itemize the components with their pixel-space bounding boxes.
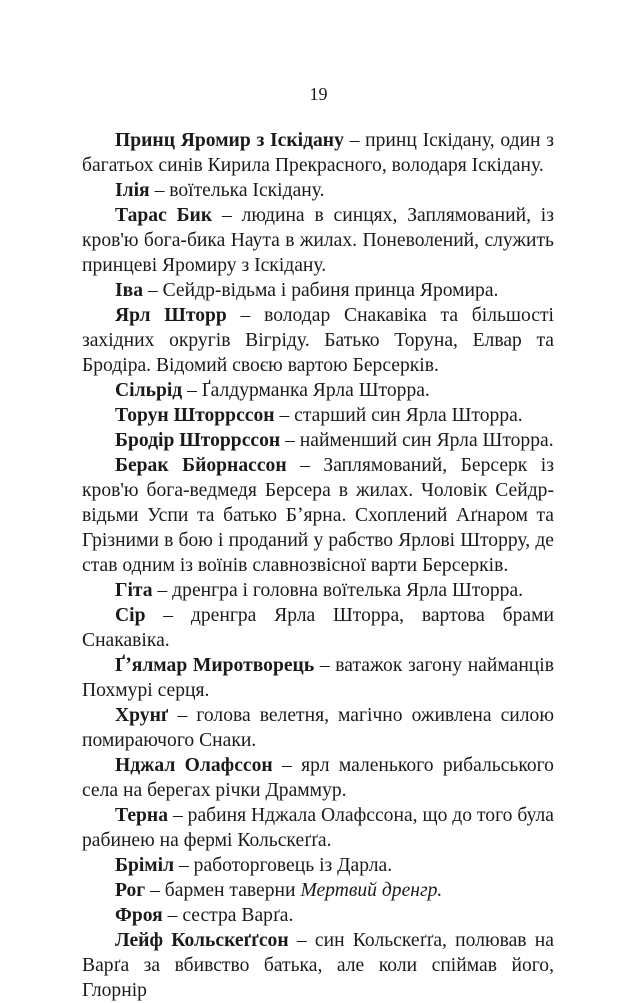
character-entry (82, 203, 554, 278)
character-description: – найменший син Ярла Шторра. (280, 430, 554, 451)
character-list (82, 128, 554, 1003)
character-entry (82, 703, 554, 753)
character-name: Ілія (115, 180, 150, 201)
character-name: Бродір Шторрссон (115, 430, 281, 451)
character-entry (82, 653, 554, 703)
character-description: – володар Снакавіка та більшості західних округів Вігріду. Батько Торуна, Елвар та Бродіра. Відомий своєю вартою Берсерків. (82, 305, 554, 376)
character-description: – работорговець із Дарла. (174, 855, 393, 876)
character-entry (82, 128, 554, 178)
character-description: – принц Іскідану, один з багатьох синів Кирила Прекрасного, володаря Іскідану. (82, 130, 554, 176)
character-name: Торун Шторрссон (115, 405, 275, 426)
character-entry (82, 303, 554, 378)
character-entry (82, 278, 554, 303)
page-number: 19 (309, 84, 328, 104)
character-entry (82, 403, 554, 428)
character-description: – ярл маленького рибальського села на берегах річки Драммур. (82, 755, 554, 801)
character-entry (82, 853, 554, 878)
character-entry (82, 803, 554, 853)
character-name: Принц Яромир з Іскідану (115, 130, 344, 151)
tavern-name: Мертвий дренгр. (300, 880, 443, 901)
character-name: Бріміл (115, 855, 175, 876)
character-description: – воїтелька Іскідану. (149, 180, 325, 201)
character-description: – бармен таверни (145, 880, 301, 901)
character-name: Тарас Бик (115, 205, 213, 226)
character-description: – Сейдр-відьма і рабиня принца Яромира. (143, 280, 499, 301)
character-entry (82, 878, 554, 903)
character-description: – голова велетня, магічно оживлена силою помираючого Снаки. (82, 705, 554, 751)
character-name: Хрунґ (115, 705, 169, 726)
character-entry (82, 603, 554, 653)
character-description: – син Кольскеґґа, полював на Варґа за вбивство батька, але коли спіймав його, Глорнір (82, 930, 554, 1001)
character-entry (82, 378, 554, 403)
character-description: – ватажок загону найманців Похмурі серця. (82, 655, 554, 701)
character-entry (82, 578, 554, 603)
character-name: Гіта (115, 580, 153, 601)
character-description: – старший син Ярла Шторра. (274, 405, 523, 426)
character-name: Терна (115, 805, 169, 826)
character-entry (82, 178, 554, 203)
character-description: – сестра Варґа. (162, 905, 294, 926)
character-description: – дренгра і головна воїтелька Ярла Шторра. (152, 580, 524, 601)
character-name: Берак Бйорнассон (115, 455, 287, 476)
character-description: – людина в синцях, Заплямований, із кров'ю бога-бика Наута в жилах. Поневолений, служить принцеві Яромиру з Іскідану. (82, 205, 554, 276)
character-entry (82, 453, 554, 578)
character-name: Сір (115, 605, 146, 626)
character-entry (82, 428, 554, 453)
character-name: Ґʼялмар Миротворець (115, 655, 315, 676)
character-description: – Ґалдурманка Ярла Шторра. (182, 380, 430, 401)
character-entry (82, 753, 554, 803)
character-name: Сільрід (115, 380, 183, 401)
character-name: Рог (115, 880, 146, 901)
character-name: Лейф Кольскеґґсон (115, 930, 289, 951)
character-description: – рабиня Нджала Олафссона, що до того була рабинею на фермі Кольскеґґа. (82, 805, 554, 851)
character-description: – дренгра Ярла Шторра, вартова брами Снакавіка. (82, 605, 554, 651)
character-name: Нджал Олафссон (115, 755, 273, 776)
character-entry (82, 903, 554, 928)
character-entry (82, 928, 554, 1003)
character-description: – Заплямований, Берсерк із кров'ю бога-ведмедя Берсера в жилах. Чоловік Сейдр-відьми Успи та батько Бʼярна. Схоплений Аґнаром та Грізними в бою і проданий у рабство Ярлові Шторру, де став одним із воїнів славнозвісної варти Берсерків. (82, 455, 554, 576)
character-name: Іва (115, 280, 144, 301)
character-name: Фроя (115, 905, 163, 926)
character-name: Ярл Шторр (115, 305, 227, 326)
